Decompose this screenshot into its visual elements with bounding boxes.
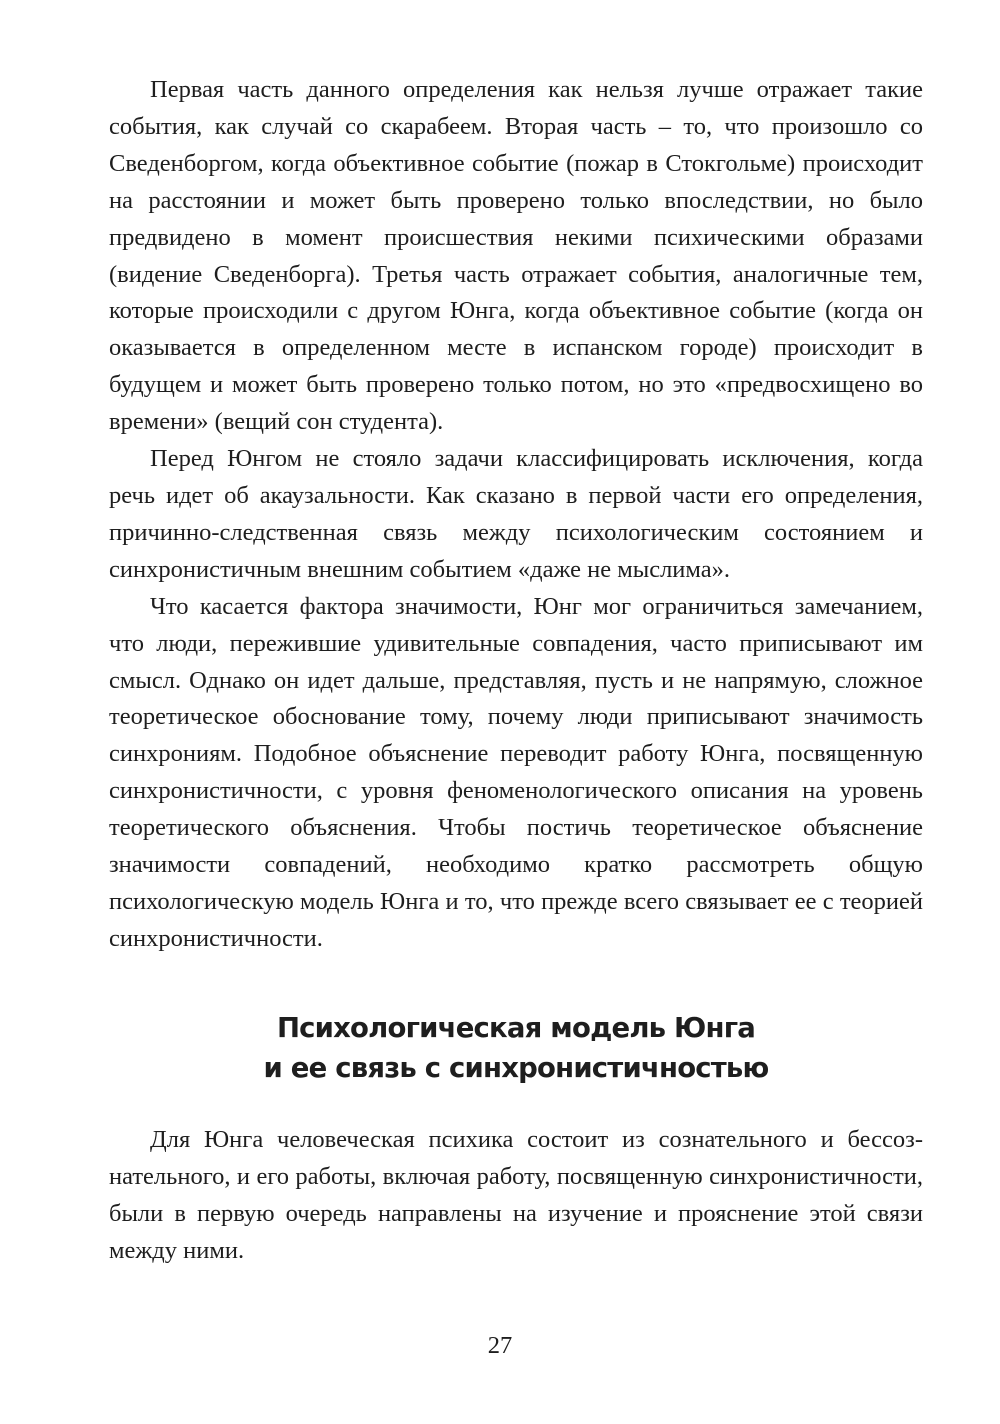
section-heading-line-1: Психологическая модель Юнга [276,1012,756,1044]
paragraph: Для Юнга человеческая психика состоит из сознательного и бессознательного, и его работы, включая работу, посвященную синхронистичности, были в первую очередь направлены на изучение и прояснение этой связи между ними. [109,1126,923,1264]
section-heading-line-2: и ее связь с синхронистичностью [263,1052,769,1084]
paragraph: Что касается фактора значимости, Юнг мог ограничиться замечанием, что люди, пережившие удивительные совпадения, часто приписывают им смысл. Однако он идет дальше, представляя, пусть и не напрямую, сложное теоретическое обоснование тому, почему люди приписывают значимость синхрониям. Подобное объяснение переводит работу Юнга, посвященную синхронистичности, с уровня феноменологического описания на уровень теоретического объяснения. Чтобы постичь теоретическое объяснение значимости совпадений, необходимо кратко рассмотреть общую психологическую модель Юнга и то, что прежде всего связывает ее с теорией синхронистичности. [109,592,923,952]
body-text-top [109,72,923,958]
paragraph: Первая часть данного определения как нельзя лучше отражает такие события, как случай со скарабеем. Вторая часть – то, что произошло со Сведенборгом, когда объективное событие (пожар в Стокгольме) происходит на расстоянии и может быть проверено только впоследствии, но было предвидено в момент происшествия некими психическими образами (видение Сведенборга). Третья часть отражает события, аналогичные тем, которые происходили с другом Юнга, когда объективное событие (когда он оказывается в определенном месте в испанском городе) происходит в будущем и может быть проверено только потом, но это «предвосхищено во времени» (вещий сон студента). [109,76,923,436]
body-text-bottom [109,1122,923,1270]
section-heading [109,1008,923,1088]
page-number: 27 [487,1332,513,1359]
paragraph: Перед Юнгом не стояло задачи классифицировать исключения, когда речь идет об акаузальности. Как сказано в первой части его определения, причинно-следственная связь между психологическим состоянием и синхронистичным внешним событием «даже не мыслима». [109,445,923,583]
